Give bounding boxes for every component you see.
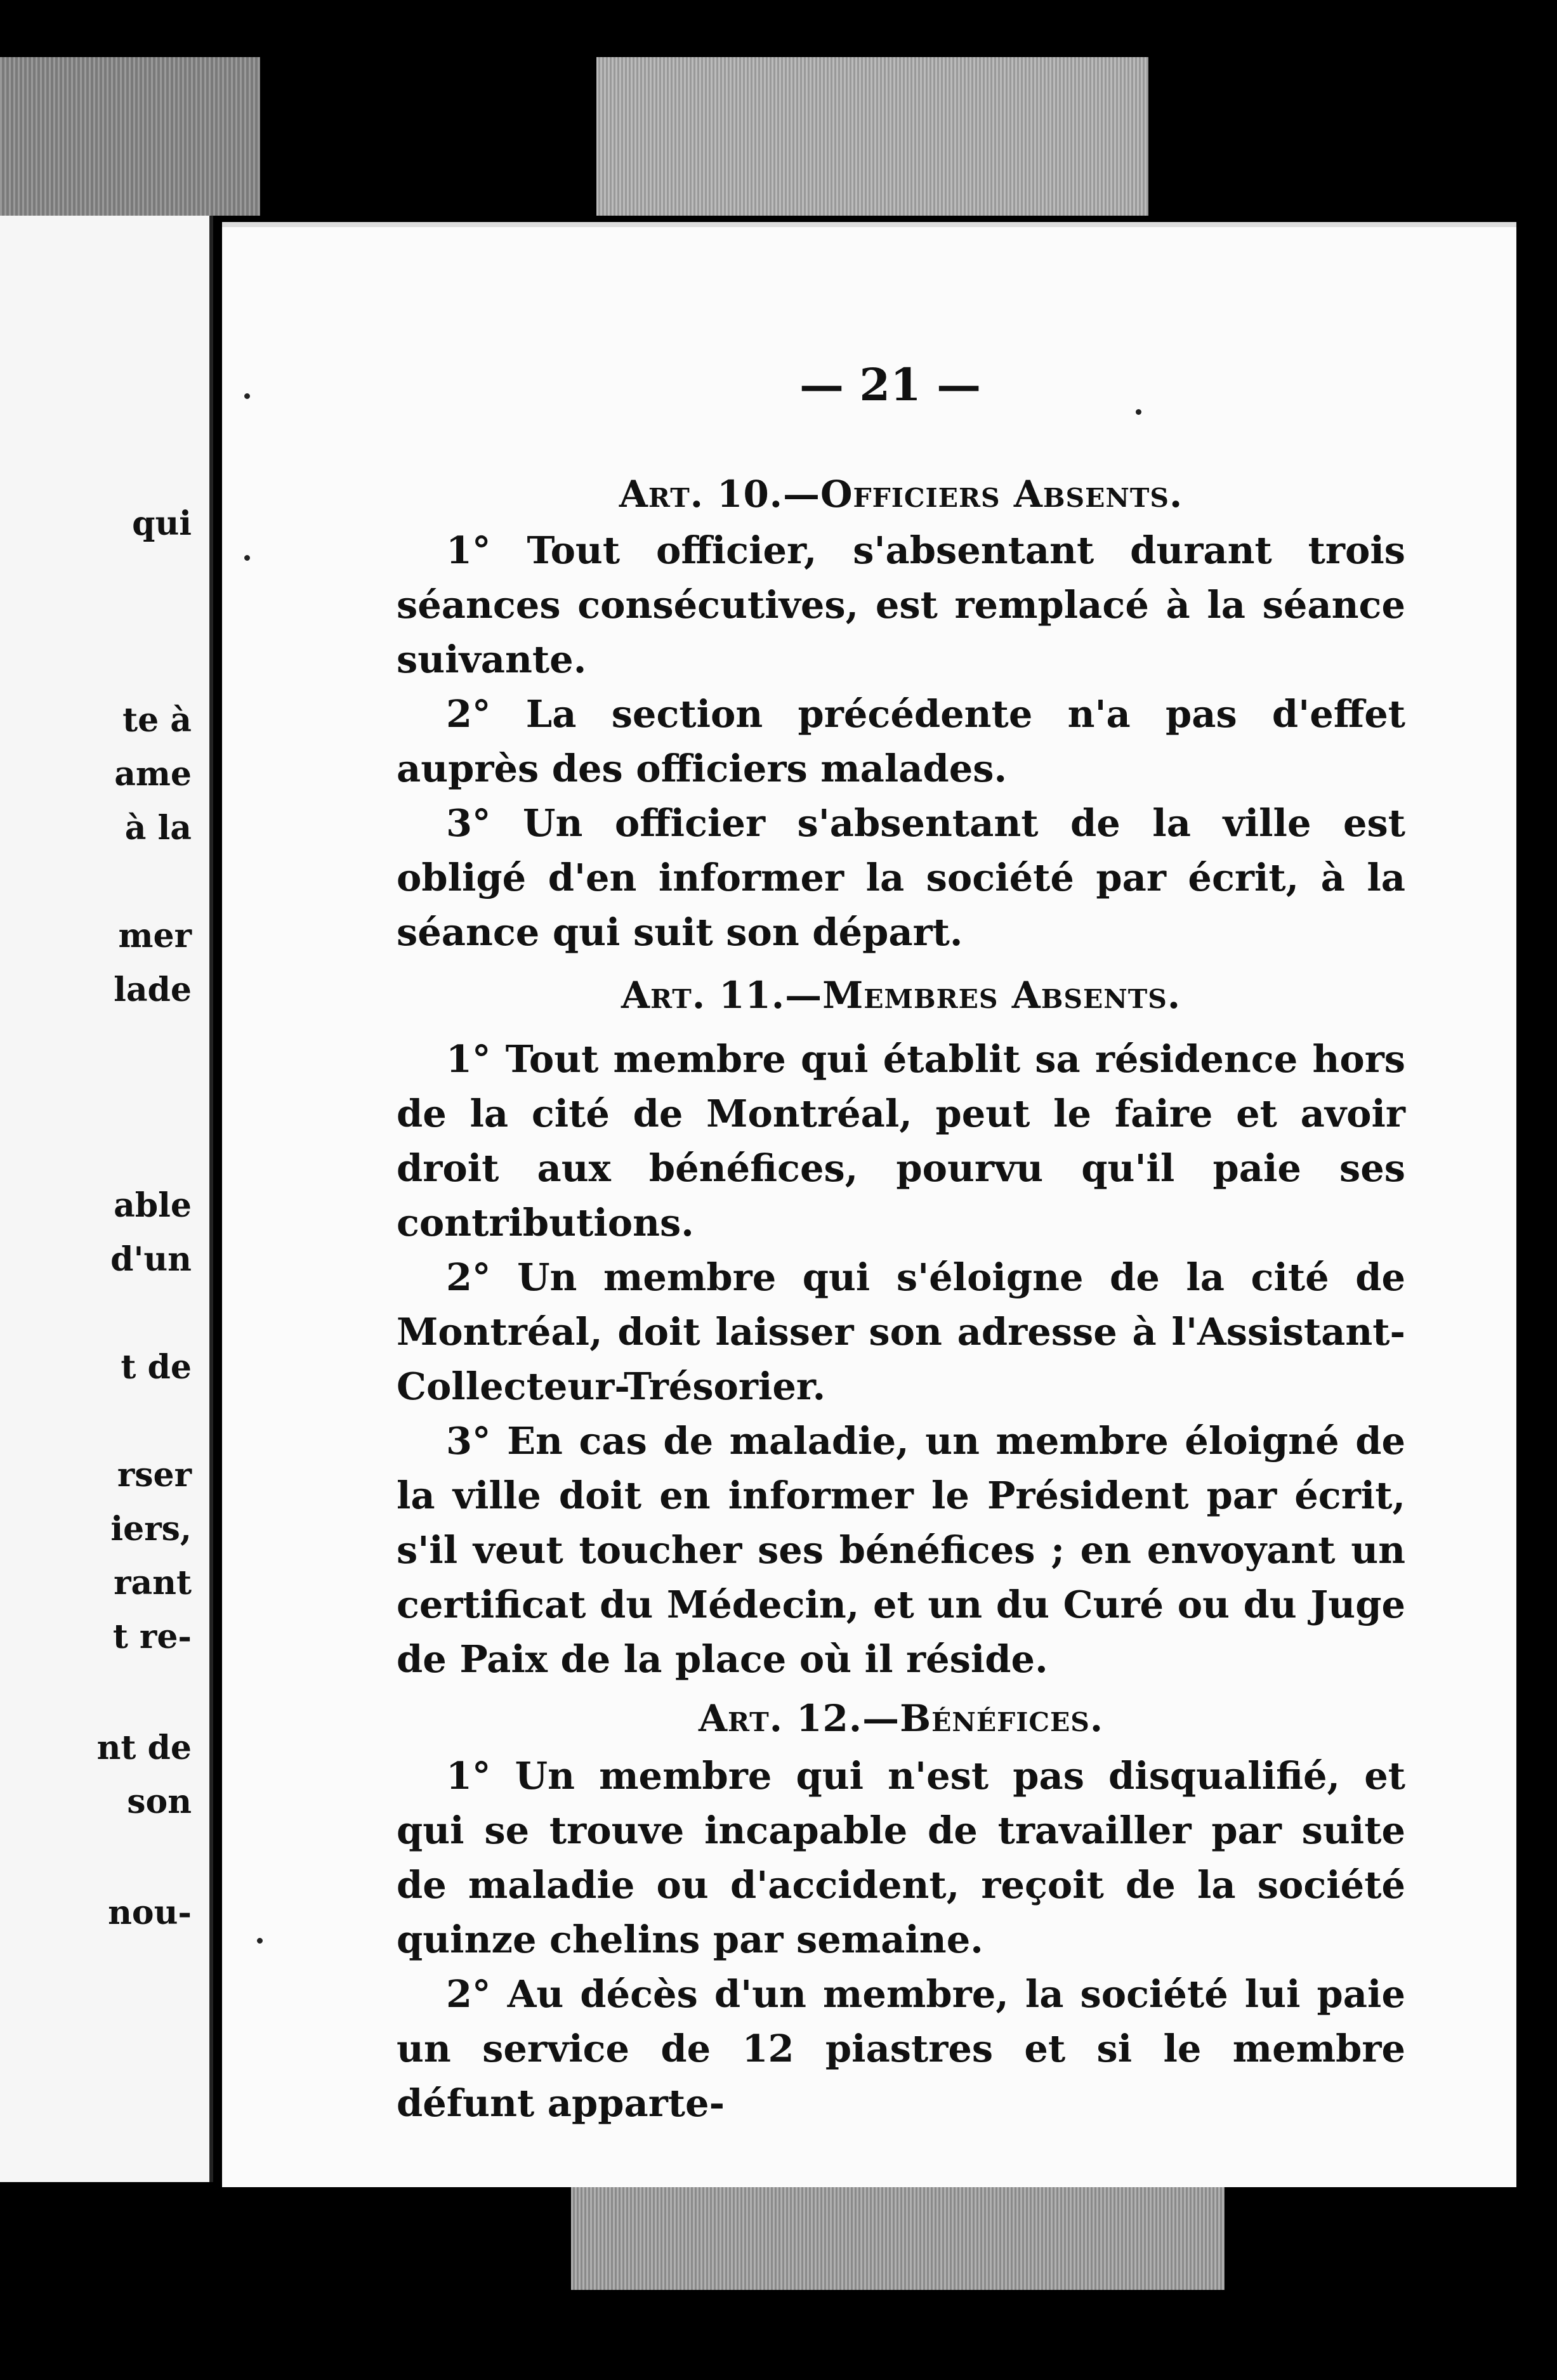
left-line: t re- xyxy=(112,1618,192,1656)
spec-mark xyxy=(244,555,250,561)
left-line: te à xyxy=(122,701,192,740)
article-paragraph: 2° Un membre qui s'éloigne de la cité de Montréal, doit laisser son adresse à l'Assistant-Collecteur-Trésorier. xyxy=(397,1255,1405,1408)
spec-mark xyxy=(1136,409,1141,415)
left-line: iers, xyxy=(110,1510,192,1548)
article-paragraph: 1° Tout membre qui établit sa résidence hors de la cité de Montréal, peut le faire et avoir droit aux bénéfices, pourvu qu'il paie ses contributions. xyxy=(397,1037,1405,1245)
left-line: lade xyxy=(114,971,192,1009)
page-number: — 21 — xyxy=(799,358,982,411)
article-heading: Art. 10.—Officiers Absents. xyxy=(619,473,1183,516)
left-line: son xyxy=(127,1782,192,1821)
article-paragraph: 1° Tout officier, s'absentant durant trois séances consécutives, est remplacé à la séance suivante. xyxy=(397,528,1405,681)
article-paragraph: 2° Au décès d'un membre, la société lui paie un service de 12 piastres et si le membre défunt apparte- xyxy=(397,1972,1405,2125)
article-paragraph: 3° Un officier s'absentant de la ville est obligé d'en informer la société par écrit, à la séance qui suit son départ. xyxy=(397,801,1405,954)
left-line: mer xyxy=(118,917,192,955)
article-paragraph: 2° La section précédente n'a pas d'effet auprès des officiers malades. xyxy=(397,692,1405,790)
binding-cloth-left xyxy=(0,57,260,216)
spec-mark xyxy=(257,1938,263,1944)
spec-mark xyxy=(244,393,250,399)
binding-cloth-top xyxy=(596,57,1148,216)
left-line: qui xyxy=(132,504,192,543)
left-line: nt de xyxy=(96,1729,192,1767)
article-heading: Art. 11.—Membres Absents. xyxy=(621,974,1181,1017)
left-page-fragment xyxy=(0,216,213,2182)
article-paragraph: 3° En cas de maladie, un membre éloigné de la ville doit en informer le Président par écrit, s'il veut toucher ses bénéfices ; en envoyant un certificat du Médecin, et un du Curé ou du Juge de Paix de la place où il réside. xyxy=(397,1419,1405,1681)
left-line: rant xyxy=(114,1564,192,1602)
left-line: à la xyxy=(124,809,192,847)
left-line: rser xyxy=(117,1456,192,1494)
binding-cloth-bottom xyxy=(571,2176,1225,2290)
article-heading: Art. 12.—Bénéfices. xyxy=(698,1697,1104,1740)
left-line: ame xyxy=(114,755,192,794)
left-line: t de xyxy=(121,1348,192,1387)
page-body xyxy=(397,473,1405,2131)
left-line: d'un xyxy=(110,1240,192,1279)
article-paragraph: 1° Un membre qui n'est pas disqualifié, et qui se trouve incapable de travailler par suite de maladie ou d'accident, reçoit de la société quinze chelins par semaine. xyxy=(397,1754,1405,1961)
left-line: able xyxy=(114,1186,192,1225)
left-line: nou- xyxy=(108,1893,192,1932)
